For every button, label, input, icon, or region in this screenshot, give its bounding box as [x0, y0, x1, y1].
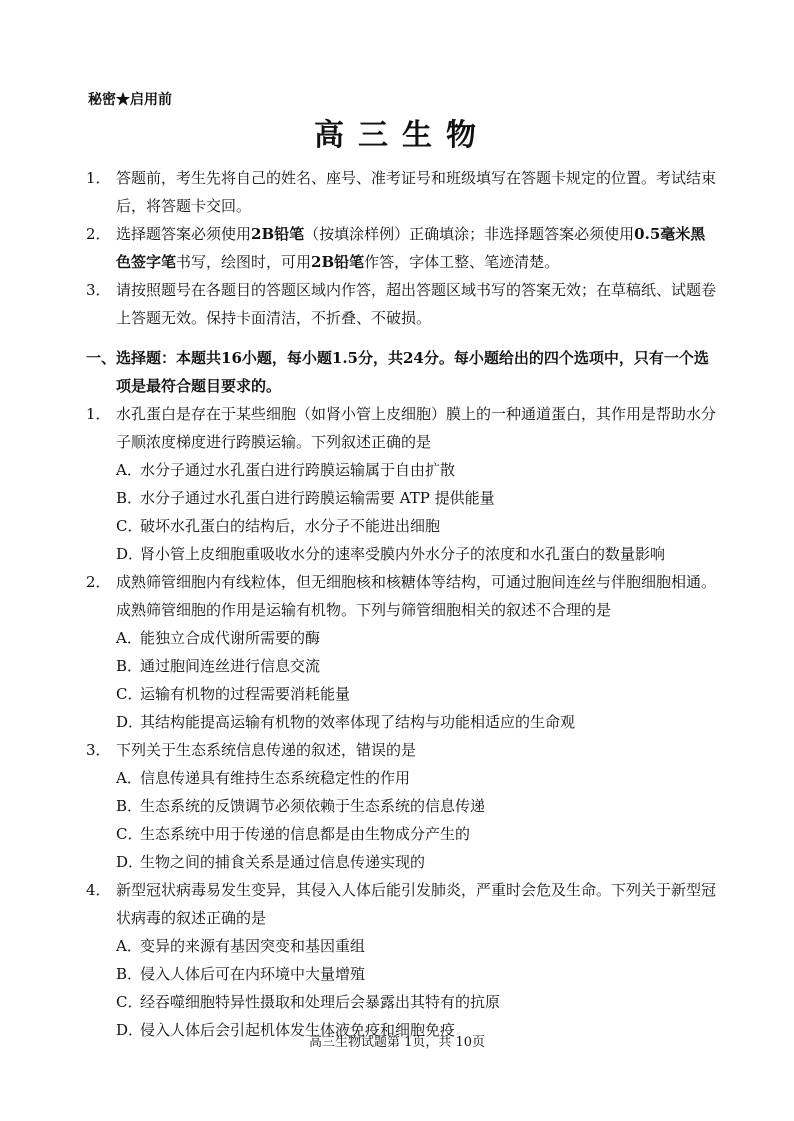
question-list [86, 400, 718, 1044]
page-title: 高三生物 [314, 118, 490, 153]
option-d: D．其结构能提高运输有机物的效率体现了结构与功能相适应的生命观 [116, 713, 576, 731]
option-d: D．侵入人体后会引起机体发生体液免疫和细胞免疫 [116, 1021, 456, 1039]
option-c: C．运输有机物的过程需要消耗能量 [116, 685, 351, 703]
secret-label: 秘密★启用前 [88, 92, 172, 108]
instruction-item: 3． 请按照题号在各题目的答题区域内作答，超出答题区域书写的答案无效；在草稿纸、试题卷上答题无效。保持卡面清洁，不折叠、不破损。 [86, 281, 717, 327]
question-stem: 3． 下列关于生态系统信息传递的叙述，错误的是 [86, 741, 417, 759]
question-options [86, 764, 718, 876]
page-footer: 高三生物试题第 1页，共 10页 [308, 1035, 486, 1050]
option-c: C．生态系统中用于传递的信息都是由生物成分产生的 [116, 825, 471, 843]
instruction-item: 1． 答题前，考生先将自己的姓名、座号、准考证号和班级填写在答题卡规定的位置。考试结束后，将答题卡交回。 [86, 169, 717, 215]
option-b: B．侵入人体后可在内环境中大量增殖 [116, 965, 366, 983]
option-a: A．信息传递具有维持生态系统稳定性的作用 [116, 769, 411, 787]
section-heading: 一、选择题：本题共16小题，每小题1.5分，共24分。每小题给出的四个选项中，只有一个选项是最符合题目要求的。 [86, 349, 709, 395]
option-c: C．破坏水孔蛋白的结构后，水分子不能进出细胞 [116, 517, 441, 535]
option-b: B．水分子通过水孔蛋白进行跨膜运输需要 ATP 提供能量 [116, 489, 495, 507]
question-stem: 4． 新型冠状病毒易发生变异，其侵入人体后能引发肺炎，严重时会危及生命。下列关于新型冠状病毒的叙述正确的是 [86, 881, 717, 927]
option-b: B．通过胞间连丝进行信息交流 [116, 657, 321, 675]
instruction-item: 2． 选择题答案必须使用2B铅笔（按填涂样例）正确填涂；非选择题答案必须使用0.5毫米黑色签字笔书写，绘图时，可用2B铅笔作答，字体工整、笔迹清楚。 [86, 225, 706, 271]
question-4 [86, 876, 718, 1044]
question-stem: 2． 成熟筛管细胞内有线粒体，但无细胞核和核糖体等结构，可通过胞间连丝与伴胞细胞相通。成熟筛管细胞的作用是运输有机物。下列与筛管细胞相关的叙述不合理的是 [86, 573, 717, 619]
question-options [86, 932, 718, 1044]
question-1 [86, 400, 718, 568]
question-options [86, 624, 718, 736]
option-d: D．肾小管上皮细胞重吸收水分的速率受膜内外水分子的浓度和水孔蛋白的数量影响 [116, 545, 666, 563]
option-b: B．生态系统的反馈调节必须依赖于生态系统的信息传递 [116, 797, 486, 815]
question-options [86, 456, 718, 568]
question-2 [86, 568, 718, 736]
question-stem: 1． 水孔蛋白是存在于某些细胞（如肾小管上皮细胞）膜上的一种通道蛋白，其作用是帮助水分子顺浓度梯度进行跨膜运输。下列叙述正确的是 [86, 405, 717, 451]
question-3 [86, 736, 718, 876]
option-c: C．经吞噬细胞特异性摄取和处理后会暴露出其特有的抗原 [116, 993, 501, 1011]
option-a: A．水分子通过水孔蛋白进行跨膜运输属于自由扩散 [116, 461, 456, 479]
option-a: A．能独立合成代谢所需要的酶 [116, 629, 321, 647]
option-a: A．变异的来源有基因突变和基因重组 [116, 937, 366, 955]
instructions [86, 164, 718, 332]
option-d: D．生物之间的捕食关系是通过信息传递实现的 [116, 853, 426, 871]
